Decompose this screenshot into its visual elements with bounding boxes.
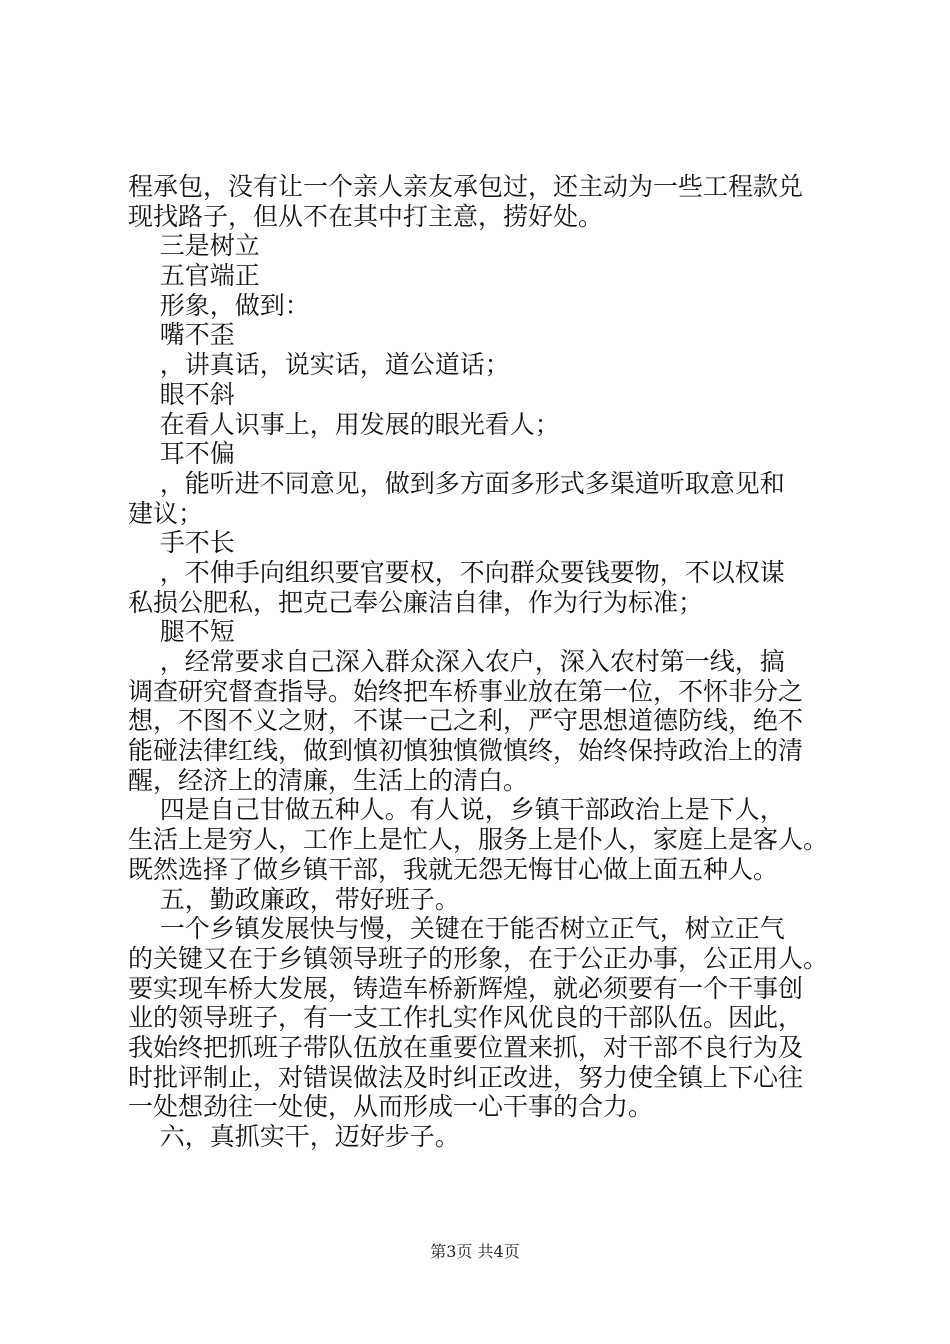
- text-line-4: 五官端正: [128, 261, 260, 291]
- text-line-18: 调查研究督查指导。始终把车桥事业放在第一位，不怀非分之: [128, 676, 804, 706]
- text-line-6: 嘴不歪: [128, 320, 235, 350]
- body-text: [128, 172, 838, 1152]
- text-line-28: 要实现车桥大发展，铸造车桥新辉煌，就必须要有一个干事创: [128, 973, 804, 1003]
- text-line-27: 的关键又在于乡镇领导班子的形象，在于公正办事，公正用人。: [128, 943, 829, 973]
- text-line-22: 四是自己甘做五种人。有人说，乡镇干部政治上是下人，: [128, 795, 785, 825]
- text-line-9: 在看人识事上，用发展的眼光看人；: [128, 409, 560, 439]
- text-line-30: 我始终把抓班子带队伍放在重要位置来抓，对干部不良行为及: [128, 1032, 804, 1062]
- text-line-8: 眼不斜: [128, 379, 235, 409]
- text-line-32: 一处想劲往一处使，从而形成一心干事的合力。: [128, 1092, 654, 1122]
- text-line-33: 六，真抓实干，迈好步子。: [128, 1122, 460, 1151]
- text-line-21: 醒，经济上的清廉，生活上的清白。: [128, 765, 529, 795]
- text-line-29: 业的领导班子，有一支工作扎实作风优良的干部队伍。因此，: [128, 1003, 804, 1033]
- text-line-2: 现找路子，但从不在其中打主意，捞好处。: [128, 201, 604, 231]
- text-line-26: 一个乡镇发展快与慢，关键在于能否树立正气，树立正气: [128, 914, 785, 944]
- text-line-24: 既然选择了做乡镇干部，我就无怨无悔甘心做上面五种人。: [128, 854, 779, 884]
- text-line-23: 生活上是穷人，工作上是忙人，服务上是仆人，家庭上是客人。: [128, 825, 829, 855]
- text-line-12: 建议；: [128, 498, 204, 528]
- text-line-19: 想，不图不义之财，不谋一己之利，严守思想道德防线，绝不: [128, 706, 804, 736]
- text-line-1: 程承包，没有让一个亲人亲友承包过，还主动为一些工程款兑: [128, 172, 804, 201]
- text-line-5: 形象，做到：: [128, 290, 310, 320]
- text-line-14: ，不伸手向组织要官要权，不向群众要钱要物，不以权谋: [128, 557, 785, 587]
- text-line-16: 腿不短: [128, 617, 235, 647]
- text-line-13: 手不长: [128, 528, 235, 558]
- text-line-7: ，讲真话，说实话，道公道话；: [128, 350, 510, 380]
- text-line-10: 耳不偏: [128, 439, 235, 469]
- text-line-25: 五，勤政廉政，带好班子。: [128, 884, 460, 914]
- text-line-3: 三是树立: [128, 231, 260, 261]
- text-line-17: ，经常要求自己深入群众深入农户，深入农村第一线，搞: [128, 647, 785, 676]
- text-line-20: 能碰法律红线，做到慎初慎独慎微慎终，始终保持政治上的清: [128, 736, 804, 766]
- page-footer: 第3页 共4页: [430, 1242, 520, 1261]
- text-line-15: 私损公肥私，把克己奉公廉洁自律，作为行为标准；: [128, 587, 704, 617]
- text-line-11: ，能听进不同意见，做到多方面多形式多渠道听取意见和: [128, 468, 785, 498]
- text-line-31: 时批评制止，对错误做法及时纠正改进，努力使全镇上下心往: [128, 1062, 804, 1092]
